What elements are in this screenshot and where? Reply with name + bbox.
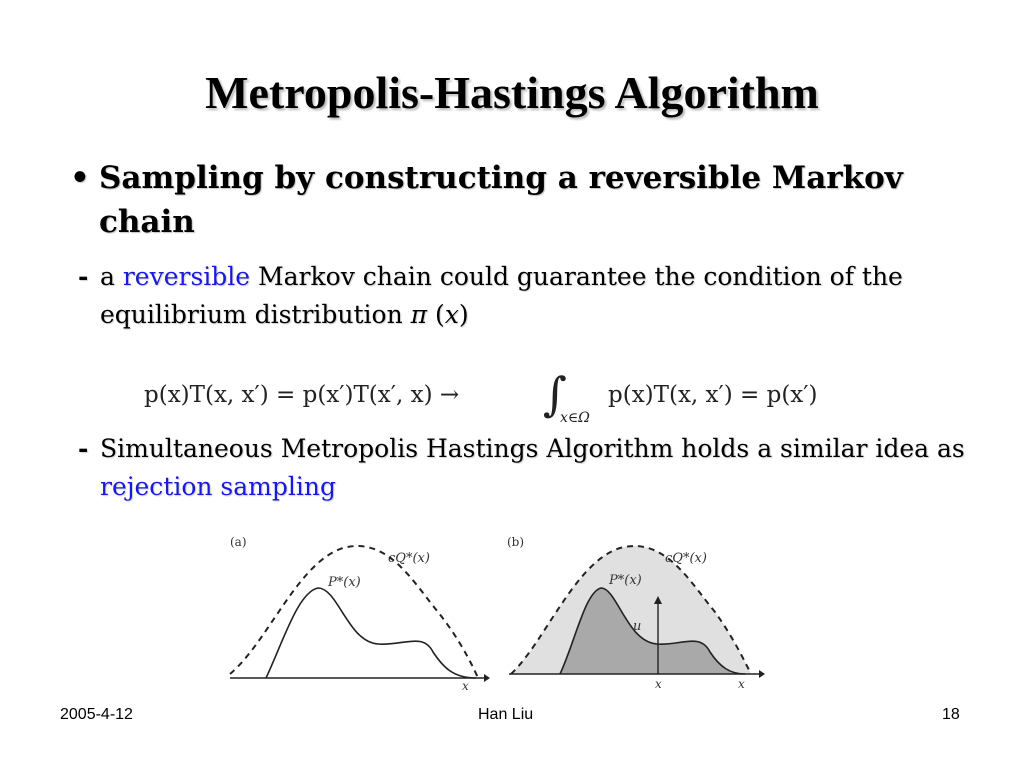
figure-a-rejection-sampling	[228, 532, 490, 692]
footer-author: Han Liu	[478, 706, 534, 723]
figure-a-cq-label: cQ*(x)	[388, 551, 430, 566]
figure-a-envelope-curve	[230, 546, 478, 678]
paren-close: )	[458, 300, 469, 329]
figure-a-axis-arrow	[484, 674, 490, 682]
footer-date: 2005-4-12	[60, 706, 133, 723]
figure-b-axis-arrow	[759, 670, 765, 678]
sub-point-text	[78, 258, 978, 334]
figure-b-p-label: P*(x)	[609, 573, 642, 588]
sub-point-text	[78, 430, 978, 506]
figure-b-cq-label: cQ*(x)	[665, 551, 707, 566]
formula-rhs: p(x)T(x, x′) = p(x′)	[608, 382, 818, 408]
figure-b-x-label: x	[655, 677, 662, 691]
sub-text-mid: Markov chain could guarantee the condition of the equilibrium distribution	[100, 262, 903, 329]
formula-subscript: x∈Ω	[560, 410, 590, 426]
reversible-link[interactable]: reversible	[122, 262, 251, 291]
sub2-text-pre: Simultaneous Metropolis Hastings Algorithm holds a similar idea as	[100, 434, 965, 463]
sub-point-simultaneous	[78, 430, 978, 506]
pi-symbol: π	[410, 300, 428, 329]
figure-b-x-axis-label: x	[738, 677, 745, 691]
figure-a-p-label: P*(x)	[328, 575, 361, 590]
paren-open: (	[427, 300, 445, 329]
bullet-text: Sampling by constructing a reversible Markov chain	[99, 160, 903, 240]
formula-integral: ∫	[543, 367, 567, 421]
footer-page-number: 18	[942, 706, 960, 723]
sub-point-reversible	[78, 258, 978, 334]
figure-a-tag: (a)	[230, 535, 247, 549]
sub-dash: -	[78, 262, 89, 291]
figure-b-tag: (b)	[507, 535, 525, 549]
rejection-sampling-link[interactable]: rejection sampling	[100, 472, 336, 501]
figure-a-x-label: x	[462, 679, 469, 692]
bullet-dot: •	[70, 160, 90, 196]
figure-b-rejection-sampling	[505, 532, 765, 692]
main-bullet	[70, 156, 970, 244]
sub-dash: -	[78, 434, 89, 463]
x-variable: x	[444, 300, 459, 329]
figure-a-target-curve	[266, 588, 476, 678]
formula-lhs: p(x)T(x, x′) = p(x′)T(x′, x) →	[144, 382, 460, 408]
slide-title: Metropolis-Hastings Algorithm	[205, 67, 819, 118]
detailed-balance-formula	[140, 364, 880, 426]
figure-b-u-label: u	[633, 619, 642, 634]
sub-text-pre: a	[100, 262, 123, 291]
